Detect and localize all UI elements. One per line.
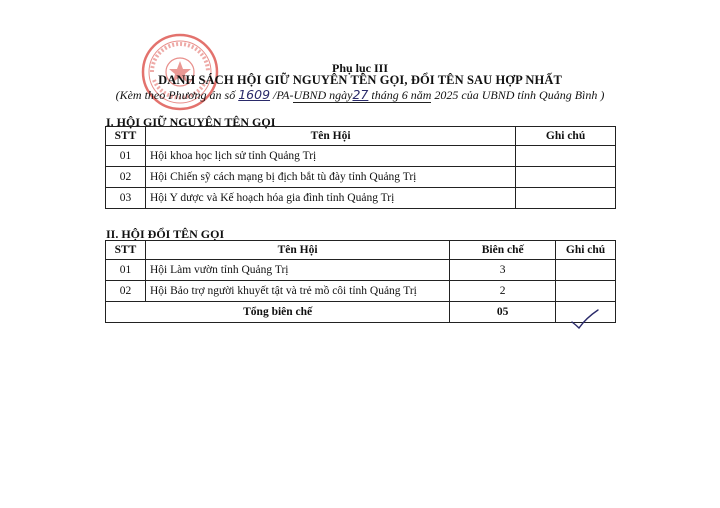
row-stt: 02	[106, 167, 146, 188]
row-name: Hội Làm vườn tỉnh Quảng Trị	[145, 260, 449, 281]
row-note	[516, 146, 616, 167]
row-stt: 02	[106, 281, 146, 302]
header-stt: STT	[106, 127, 146, 146]
header-name: Tên Hội	[145, 127, 515, 146]
header-note: Ghi chú	[516, 127, 616, 146]
table-row	[106, 167, 616, 188]
row-staff: 3	[450, 260, 556, 281]
table-row	[106, 281, 616, 302]
row-note	[556, 281, 616, 302]
table-unchanged-names	[105, 126, 616, 209]
total-row	[106, 302, 616, 323]
title-underline	[293, 102, 431, 103]
document-title: DANH SÁCH HỘI GIỮ NGUYÊN TÊN GỌI, ĐỔI TÊN SAU HỢP NHẤT	[158, 73, 562, 87]
row-note	[516, 188, 616, 209]
section-1-title: I. HỘI GIỮ NGUYÊN TÊN GỌI	[106, 115, 276, 129]
row-name: Hội Chiến sỹ cách mạng bị địch bắt tù đày tỉnh Quảng Trị	[145, 167, 515, 188]
header-stt: STT	[106, 241, 146, 260]
doc-number-handwritten: 1609	[238, 87, 271, 102]
table-header-row	[106, 241, 616, 260]
row-stt: 01	[106, 146, 146, 167]
header-name: Tên Hội	[145, 241, 449, 260]
row-stt: 03	[106, 188, 146, 209]
handwritten-check-mark	[570, 308, 600, 330]
row-staff: 2	[450, 281, 556, 302]
appendix-label: Phụ lục III	[331, 61, 389, 75]
document-subtitle	[100, 87, 620, 103]
row-note	[516, 167, 616, 188]
header-staff: Biên chế	[450, 241, 556, 260]
row-name: Hội khoa học lịch sử tỉnh Quảng Trị	[145, 146, 515, 167]
table-renamed	[105, 240, 616, 323]
row-note	[556, 260, 616, 281]
total-value: 05	[450, 302, 556, 323]
table-row	[106, 146, 616, 167]
subtitle-close: tháng 6 năm 2025 của UBND tỉnh Quảng Bình )	[368, 88, 605, 102]
total-label: Tổng biên chế	[106, 302, 450, 323]
subtitle-open: (Kèm theo Phương án số	[115, 88, 239, 102]
row-name: Hội Bảo trợ người khuyết tật và trẻ mồ côi tỉnh Quảng Trị	[145, 281, 449, 302]
row-name: Hội Y dược và Kế hoạch hóa gia đình tỉnh Quảng Trị	[145, 188, 515, 209]
day-handwritten: 27	[352, 87, 369, 102]
table-header-row	[106, 127, 616, 146]
header-note: Ghi chú	[556, 241, 616, 260]
section-2-title: II. HỘI ĐỔI TÊN GỌI	[106, 227, 225, 241]
row-stt: 01	[106, 260, 146, 281]
subtitle-mid: /PA-UBND ngày	[270, 88, 353, 102]
table-row	[106, 260, 616, 281]
table-row	[106, 188, 616, 209]
